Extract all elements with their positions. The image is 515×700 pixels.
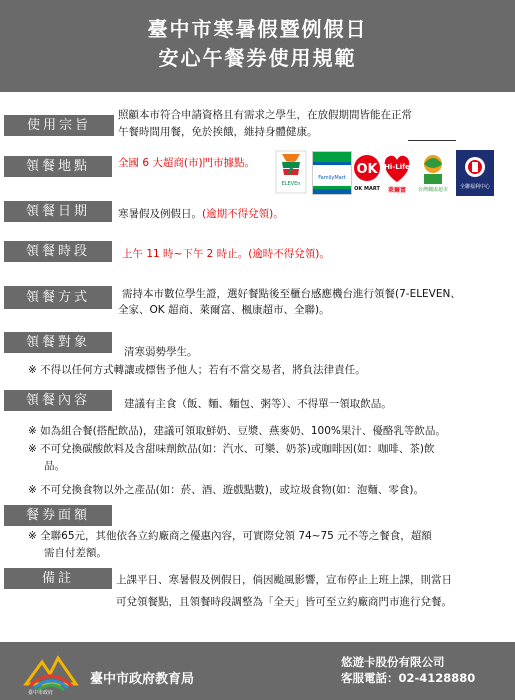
logo-caption-qy: 全聯福利中心 [459,184,491,190]
label-date: 領餐日期 [4,201,112,222]
label-remarks: 備註 [4,568,112,589]
title-line-1: 臺中市寒暑假暨例假日 [147,17,368,41]
label-method: 領餐方式 [4,286,112,309]
value-text-1: ※ 全聯65元，其他依各立約廠商之優惠內容，可實際兌領 74~75 元不等之餐食，超額 [28,530,432,542]
emblem-caption: 臺中市政府 [28,690,54,696]
content-note-2b: 品。 [44,460,65,472]
logo-caption-tw: 台灣楓康超市 [417,187,449,193]
label-value: 餐券面額 [4,505,112,526]
svg-text:Hi-Life: Hi-Life [384,163,410,171]
method-text-2: 全家、OK 超商、萊爾富、楓康超市、全聯)。 [118,304,330,316]
svg-text:7: 7 [285,158,297,177]
header-banner [0,0,515,92]
footer-company: 悠遊卡股份有限公司 [341,655,445,669]
target-note: ※ 不得以任何方式轉讓或標售予他人；若有不當交易者，將負法律責任。 [28,364,366,376]
title-line-2: 安心午餐券使用規範 [158,46,357,70]
logo-caption-711: ELEVEn [281,181,301,187]
date-text-main: 寒暑假及例假日。 [118,208,202,220]
footer [0,642,515,700]
content-note-1: ※ 如為組合餐(搭配飲品)，建議可領取鮮奶、豆漿、燕麥奶、100%果汁、優酪乳等飲品。 [28,425,446,437]
label-purpose: 使用宗旨 [4,115,114,136]
label-time: 領餐時段 [4,241,112,262]
label-content: 領餐內容 [4,390,112,411]
label-location: 領餐地點 [4,156,112,177]
footer-phone: 客服電話：02-4128880 [341,671,476,685]
method-text-1: 需持本市數位學生證，選好餐點後至櫃台感應機台進行領餐(7-ELEVEN、 [122,288,461,300]
remarks-text-1: 上課平日、寒暑假及例假日，倘因颱風影響，宣布停止上班上課，則當日 [116,574,452,586]
content-note-3: ※ 不可兌換食物以外之產品(如：菸、酒、遊戲點數)，或垃圾食物(如：泡麵、零食)。 [28,484,425,496]
seven-eleven-logo [274,149,308,195]
pxmart-logo [456,150,494,196]
divider [408,140,456,141]
remarks-text-2: 可兌領餐點，且領餐時段調整為「全天」皆可至立約廠商門市進行兌餐。 [116,596,452,608]
footer-org: 臺中市政府教育局 [90,672,195,687]
okmart-logo [352,149,382,195]
content-text: 建議有主食（飯、麵、麵包、粥等）、不得單一領取飲品。 [124,398,392,410]
label-target: 領餐對象 [4,332,112,353]
date-text-red: (逾期不得兌領)。 [202,208,284,220]
date-text [118,206,284,222]
purpose-text-1: 照顧本市符合申請資格且有需求之學生，在放假期間皆能在正常 [118,109,412,121]
hilife-logo [380,148,414,196]
logo-caption-hl: 萊爾富 [387,187,407,194]
logo-caption-fm: FamilyMart [318,175,346,181]
familymart-logo [312,151,352,195]
purpose-text-2: 午餐時間用餐，免於挨餓，維持身體健康。 [118,126,318,138]
value-text-2: 需自付差額。 [44,547,107,559]
svg-text:OK: OK [356,162,378,177]
time-text: 上午 11 時~下午 2 時止。(逾時不得兌領)。 [122,248,330,260]
target-text: 清寒弱勢學生。 [124,346,198,358]
location-text: 全國 6 大超商(市)門市據點。 [118,157,256,169]
logo-caption-ok: OK MART [354,186,380,192]
content-note-2a: ※ 不可兌換碳酸飲料及含甜味劑飲品(如：汽水、可樂、奶茶)或咖啡因(如：咖啡、茶)飲 [28,443,435,455]
taiwan-fengkang-logo [414,150,452,196]
